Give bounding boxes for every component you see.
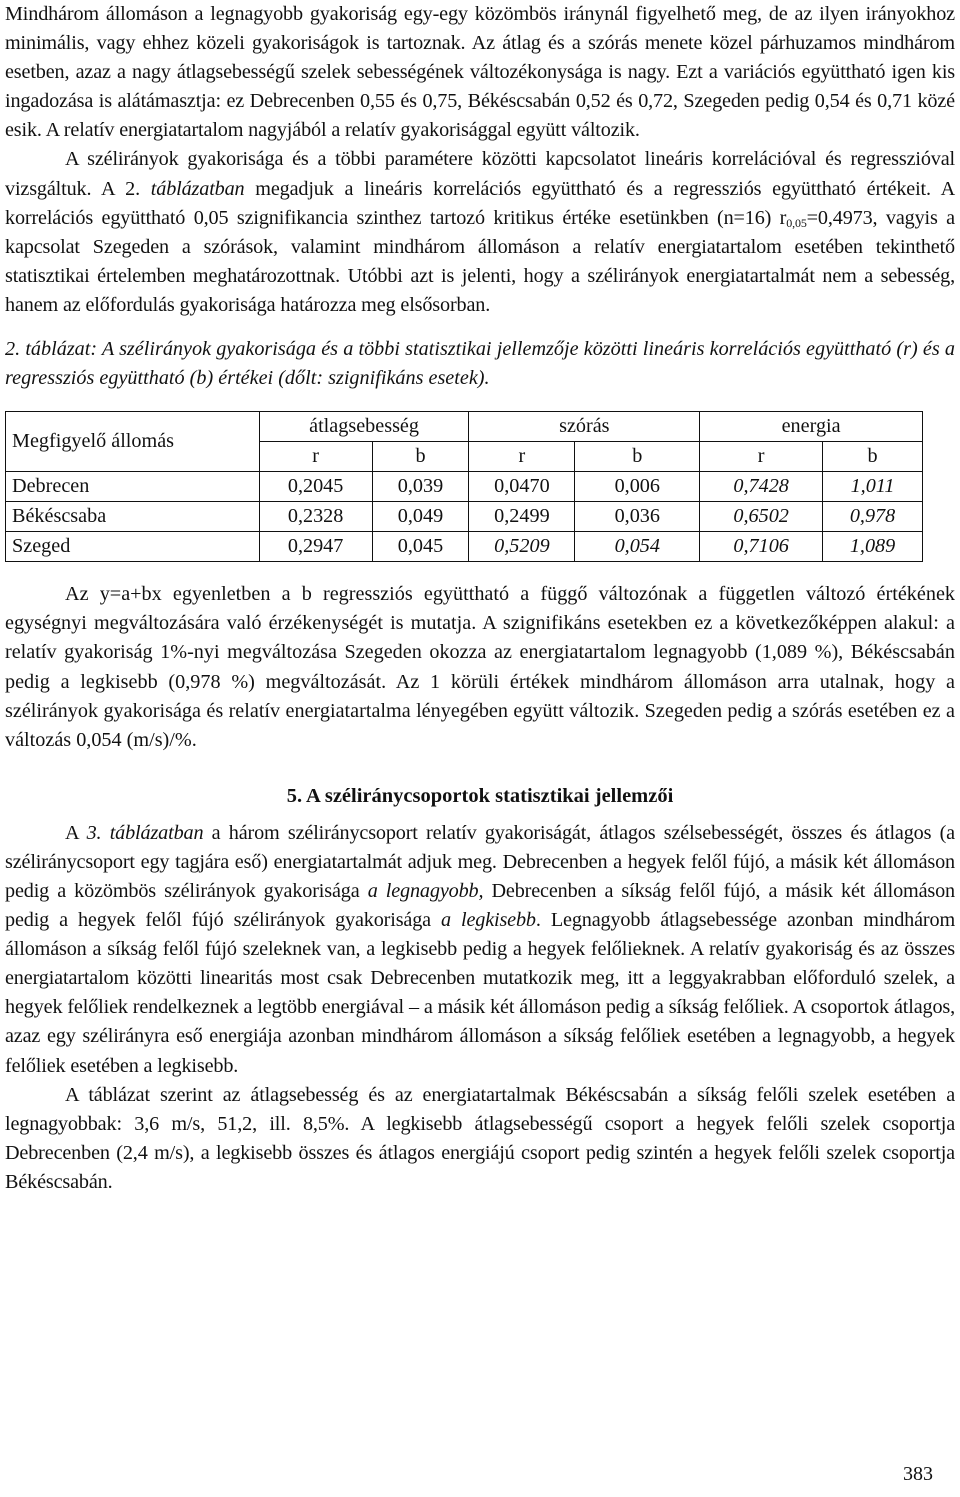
value-cell: 0,039 <box>372 472 469 502</box>
value-cell: 0,2045 <box>259 472 372 502</box>
table-caption <box>5 335 955 393</box>
text-run: . Legnagyobb átlagsebessége azonban mindhárom állomáson a síkság felől fújó szeleknek van, a legkisebb pedig a hegyek felőlieknek. A relatív gyakoriság és az összes energiatartalom közötti linearitás most csak Debrecenben mutatkozik meg, itt a leggyakrabban előforduló szelek, a hegyek felőliek rendelkeznek a legtöbb energiával – a másik két állomáson pedig a síkság felőliek. A csoportok átlagos, azaz egy szélirányra eső energiája azonban mindhárom állomáson a síkság felőliek esetében a legnagyobb, a hegyek felőliek esetében a legkisebb. <box>5 909 955 1077</box>
value-cell: 1,011 <box>823 472 923 502</box>
text-run: A szélirányok gyakorisága és a többi paramétere közötti kapcsolatot lineáris korrelációval és regresszióval vizsgáltuk. A 2. <box>5 148 955 200</box>
value-cell: 0,036 <box>575 502 700 532</box>
correlation-table <box>5 411 923 562</box>
sub-header: b <box>823 442 923 472</box>
document-page <box>5 0 955 1197</box>
value-cell: 0,6502 <box>700 502 823 532</box>
value-cell: 0,5209 <box>469 532 575 562</box>
value-cell: 0,7106 <box>700 532 823 562</box>
text-run: A <box>65 821 87 844</box>
text-run: a három széliránycsoport relatív gyakoriságát, átlagos szélsebességét, összes és átlagos (a széliránycsoport egy tagjára eső) energiatartalmát adjuk meg. Debrecenben a hegyek felől fújó, a másik két állomáson pedig a közömbös szélirányok gyakorisága <box>5 821 955 902</box>
caption-label: 2. <box>5 338 26 361</box>
sub-header: r <box>469 442 575 472</box>
italic-run: a legnagyobb, <box>367 879 484 902</box>
station-cell: Békéscsaba <box>6 502 260 532</box>
italic-run: a legkisebb <box>441 909 536 932</box>
subscript: 0,05 <box>786 215 807 230</box>
table-row <box>6 532 923 562</box>
text-run: =0,4973, vagyis a kapcsolat Szegeden a szórások, valamint mindhárom állomáson a relatív energiatartalom esetében tekinthető statisztikai értelemben meghatározottnak. Utóbbi azt is jelenti, hogy a szélirányok energiatartalmát nem a sebesség, hanem az előfordulás gyakorisága határozza meg elsősorban. <box>5 206 955 316</box>
paragraph-regression: Az y=a+bx egyenletben a b regressziós együttható a függő változónak a független változó értékének egységnyi megváltozására való érzékenységét is mutatja. A szignifikáns esetekben ez a következőképpen alakul: a relatív gyakoriság 1%-nyi megváltozása Szegeden okozza az energiatartalom legnagyobb (1,089 %), Békéscsabán pedig a legkisebb (0,978 %) megváltozását. Az 1 körüli értékek mindhárom állomáson arra utalnak, hogy a szélirányok gyakorisága és relatív energiatartalma lényegében együtt változik. Szegeden pedig a szórás esetében ez a változás 0,054 (m/s)/%. <box>5 583 955 751</box>
sub-header: b <box>575 442 700 472</box>
group-header: energia <box>700 412 923 442</box>
italic-run: 3. táblázatban <box>86 821 204 844</box>
paragraph-correlation <box>5 145 955 320</box>
station-cell: Debrecen <box>6 472 260 502</box>
italic-run: táblázatban <box>150 177 245 200</box>
table-row <box>6 472 923 502</box>
sub-header: b <box>372 442 469 472</box>
paragraph-wind-groups <box>5 819 955 1081</box>
value-cell: 0,2947 <box>259 532 372 562</box>
group-header: átlagsebesség <box>259 412 469 442</box>
value-cell: 0,978 <box>823 502 923 532</box>
group-header: szórás <box>469 412 700 442</box>
text-run: Debrecenben a síkság felől fújó, a másik két állomáson pedig a hegyek felől fújó szélirányok gyakorisága <box>5 879 955 932</box>
value-cell: 0,7428 <box>700 472 823 502</box>
value-cell: 0,054 <box>575 532 700 562</box>
station-header: Megfigyelő állomás <box>6 412 260 472</box>
value-cell: 0,0470 <box>469 472 575 502</box>
value-cell: 1,089 <box>823 532 923 562</box>
section-heading: 5. A széliránycsoportok statisztikai jellemzői <box>286 784 674 807</box>
value-cell: 0,045 <box>372 532 469 562</box>
value-cell: 0,2499 <box>469 502 575 532</box>
sub-header: r <box>700 442 823 472</box>
page-number: 383 <box>903 1463 933 1485</box>
table-header-row <box>6 412 923 442</box>
paragraph-wind-frequency: Mindhárom állomáson a legnagyobb gyakoriság egy-egy közömbös iránynál figyelhető meg, de az ilyen irányokhoz minimális, vagy ehhez közeli gyakoriságok is tartoznak. Az átlag és a szórás menete közel párhuzamos mindhárom esetben, azaz a nagy átlagsebességű szelek sebességének változékonysága is nagy. Ezt a variációs együttható igen kis ingadozása is alátámasztja: ez Debrecenben 0,55 és 0,75, Békéscsabán 0,52 és 0,72, Szegeden pedig 0,54 és 0,71 közé esik. A relatív energiatartalom nagyjából a relatív gyakorisággal együtt változik. <box>5 3 955 142</box>
sub-header: r <box>259 442 372 472</box>
paragraph-table-summary: A táblázat szerint az átlagsebesség és az energiatartalmak Békéscsabán a síkság felőli szelek esetében a legnagyobbak: 3,6 m/s, 51,2, ill. 8,5%. A legkisebb átlagsebességű csoport a hegyek felőli szelek csoportja Debrecenben (2,4 m/s), a legkisebb összes és átlagos energiájú csoport pedig szintén a hegyek felőli szelek csoportja Békéscsabán. <box>5 1083 955 1193</box>
table-row <box>6 502 923 532</box>
value-cell: 0,049 <box>372 502 469 532</box>
value-cell: 0,2328 <box>259 502 372 532</box>
value-cell: 0,006 <box>575 472 700 502</box>
caption-text: táblázat: A szélirányok gyakorisága és a többi statisztikai jellemzője közötti lineáris korrelációs együttható (r) és a regressziós együttható (b) értékei (dőlt: szignifikáns esetek). <box>5 338 955 390</box>
station-cell: Szeged <box>6 532 260 562</box>
text-run: megadjuk a lineáris korrelációs együttható és a regressziós együttható értékeit. A korrelációs együttható 0,05 szignifikancia szinthez tartozó kritikus értéke esetünkben (n=16) r <box>5 177 955 229</box>
